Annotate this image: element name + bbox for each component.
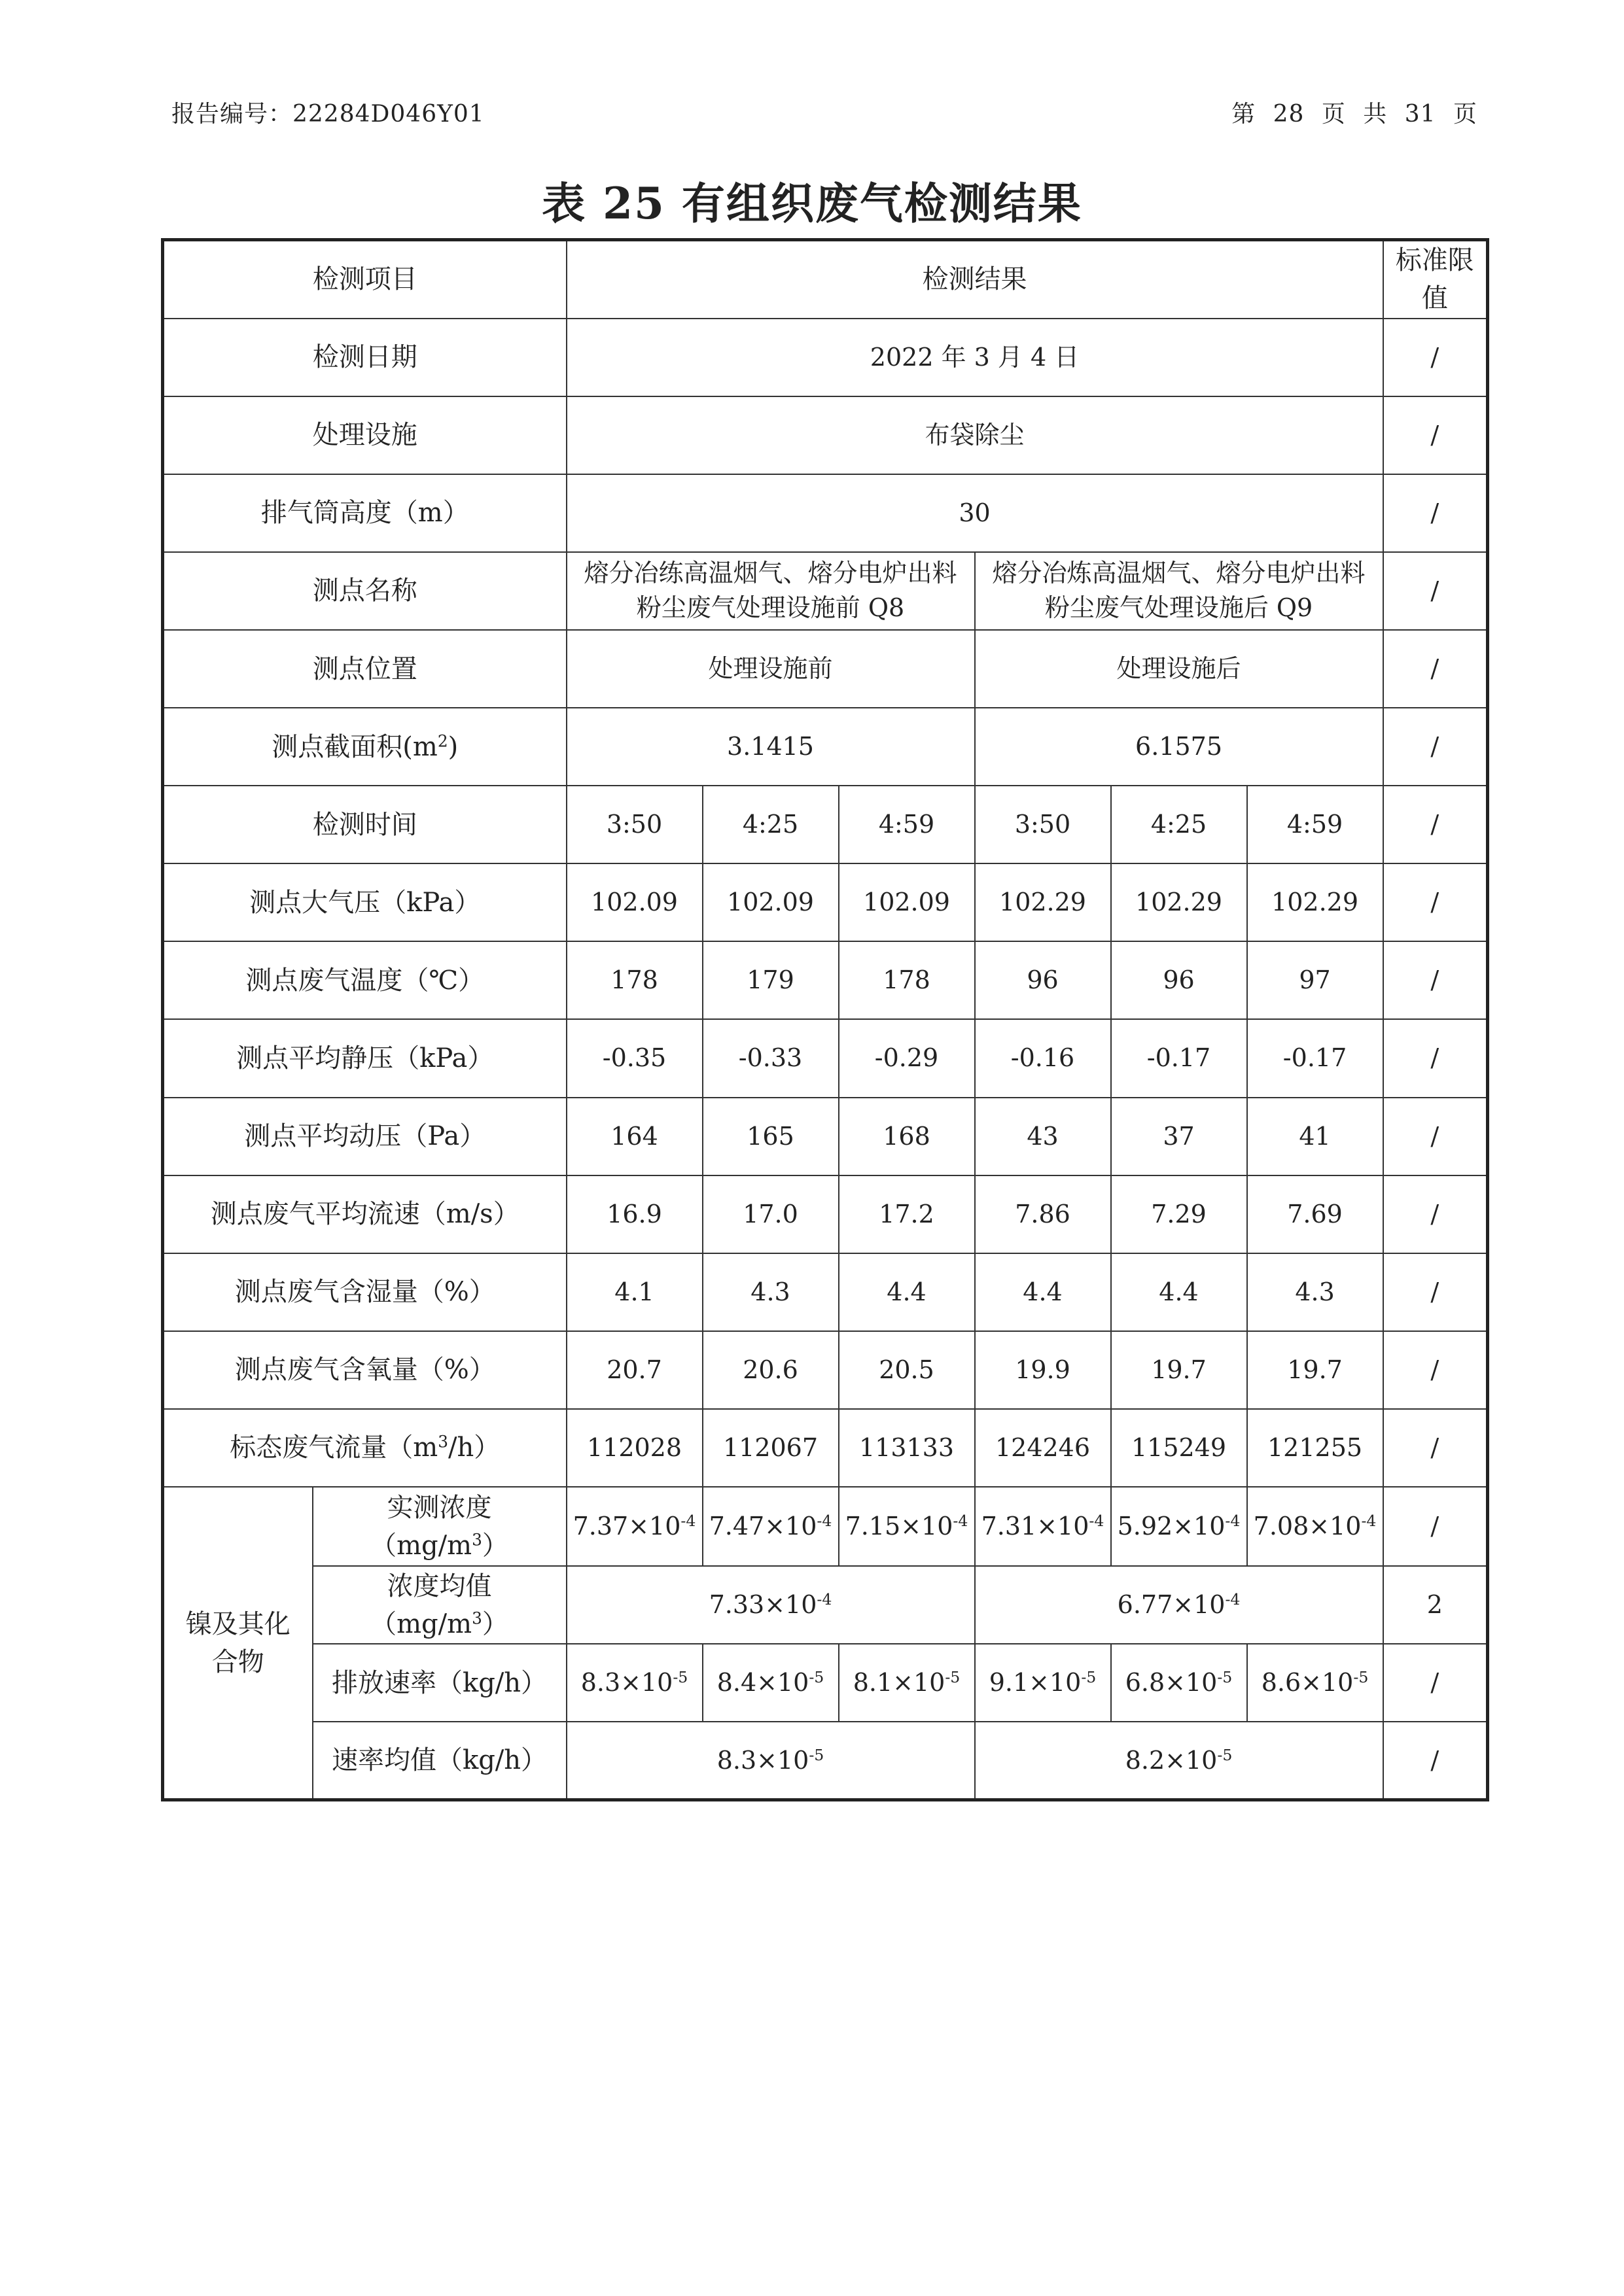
value-cell: $8.6\times 10^{-5}$ xyxy=(1247,1644,1383,1722)
value-cell: 19.9 xyxy=(975,1331,1111,1409)
value-cell: 115249 xyxy=(1111,1409,1247,1487)
nickel-group-label: 镍及其化合物 xyxy=(163,1487,313,1800)
row-label: 处理设施 xyxy=(163,396,567,474)
value-cell: 3:50 xyxy=(567,786,703,863)
value-cell: 168 xyxy=(839,1098,975,1175)
value-cell: 37 xyxy=(1111,1098,1247,1175)
rate-avg-after: $8.2\times 10^{-5}$ xyxy=(975,1722,1383,1800)
table-row-position xyxy=(163,630,1488,708)
value-cell: 4.4 xyxy=(839,1253,975,1331)
row-label: 测点名称 xyxy=(163,552,567,630)
table-row-velocity xyxy=(163,1175,1488,1253)
limit-cell: / xyxy=(1383,1644,1488,1722)
value-cell: 7.86 xyxy=(975,1175,1111,1253)
value-cell: 4.3 xyxy=(1247,1253,1383,1331)
value-cell: 4:25 xyxy=(703,786,839,863)
limit-cell: / xyxy=(1383,1175,1488,1253)
value-cell: $9.1\times 10^{-5}$ xyxy=(975,1644,1111,1722)
results-table xyxy=(161,238,1489,1801)
limit-cell: / xyxy=(1383,786,1488,863)
value-cell: -0.17 xyxy=(1111,1019,1247,1097)
value-cell: 43 xyxy=(975,1098,1111,1175)
value-cell: 20.7 xyxy=(567,1331,703,1409)
value-cell: 178 xyxy=(567,941,703,1019)
row-label: 测点位置 xyxy=(163,630,567,708)
value-cell: $7.31\times 10^{-4}$ xyxy=(975,1487,1111,1566)
value-cell: $7.37\times 10^{-4}$ xyxy=(567,1487,703,1566)
limit-cell: 2 xyxy=(1383,1566,1488,1644)
row-label: 测点平均静压（kPa） xyxy=(163,1019,567,1097)
col-result-header: 检测结果 xyxy=(567,240,1383,319)
table-row-humidity xyxy=(163,1253,1488,1331)
table-row-point-name xyxy=(163,552,1488,630)
value-cell: 179 xyxy=(703,941,839,1019)
value-cell: 165 xyxy=(703,1098,839,1175)
header-row xyxy=(163,240,1488,319)
page-info: 第 28 页 共 31 页 xyxy=(1231,101,1477,128)
position-before: 处理设施前 xyxy=(567,630,975,708)
value-cell: -0.16 xyxy=(975,1019,1111,1097)
height-value: 30 xyxy=(567,474,1383,552)
value-cell: 96 xyxy=(1111,941,1247,1019)
value-cell: -0.17 xyxy=(1247,1019,1383,1097)
value-cell: 178 xyxy=(839,941,975,1019)
rate-avg-before: $8.3\times 10^{-5}$ xyxy=(567,1722,975,1800)
value-cell: 113133 xyxy=(839,1409,975,1487)
value-cell: 17.2 xyxy=(839,1175,975,1253)
value-cell: 4:59 xyxy=(839,786,975,863)
limit-cell: / xyxy=(1383,474,1488,552)
value-cell: $7.08\times 10^{-4}$ xyxy=(1247,1487,1383,1566)
row-label: 测点废气平均流速（m/s） xyxy=(163,1175,567,1253)
value-cell: 4.1 xyxy=(567,1253,703,1331)
value-cell: 112067 xyxy=(703,1409,839,1487)
conc-avg-before: $7.33\times 10^{-4}$ xyxy=(567,1566,975,1644)
value-cell: 164 xyxy=(567,1098,703,1175)
value-cell: $7.47\times 10^{-4}$ xyxy=(703,1487,839,1566)
value-cell: 102.29 xyxy=(1247,863,1383,941)
value-cell: 124246 xyxy=(975,1409,1111,1487)
value-cell: 4:25 xyxy=(1111,786,1247,863)
table-row-facility xyxy=(163,396,1488,474)
value-cell: 102.09 xyxy=(567,863,703,941)
row-label: 测点废气含氧量（%） xyxy=(163,1331,567,1409)
limit-cell: / xyxy=(1383,1253,1488,1331)
table-row-temperature xyxy=(163,941,1488,1019)
row-label: 测点截面积$(m^2)$ xyxy=(163,708,567,786)
limit-cell: / xyxy=(1383,1722,1488,1800)
row-label: 测点废气含湿量（%） xyxy=(163,1253,567,1331)
row-label: 浓度均值$(mg/m^3)$ xyxy=(313,1566,567,1644)
table-row-nickel-rate-avg xyxy=(163,1722,1488,1800)
value-cell: 121255 xyxy=(1247,1409,1383,1487)
table-row-nickel-conc xyxy=(163,1487,1488,1566)
value-cell: 20.6 xyxy=(703,1331,839,1409)
row-label: 测点废气温度（℃） xyxy=(163,941,567,1019)
row-label: 测点平均动压（Pa） xyxy=(163,1098,567,1175)
limit-cell: / xyxy=(1383,319,1488,396)
date-value: 2022 年 3 月 4 日 xyxy=(567,319,1383,396)
limit-cell: / xyxy=(1383,1098,1488,1175)
value-cell: -0.35 xyxy=(567,1019,703,1097)
table-row-nickel-conc-avg xyxy=(163,1566,1488,1644)
row-label: 检测日期 xyxy=(163,319,567,396)
table-row-dynamic-pressure xyxy=(163,1098,1488,1175)
row-label: 排放速率（kg/h） xyxy=(313,1644,567,1722)
table-row-height xyxy=(163,474,1488,552)
table-row-oxygen xyxy=(163,1331,1488,1409)
value-cell: -0.29 xyxy=(839,1019,975,1097)
value-cell: 3:50 xyxy=(975,786,1111,863)
row-label: 测点大气压（kPa） xyxy=(163,863,567,941)
row-label: 标态废气流量$(m^3/h)$ xyxy=(163,1409,567,1487)
page-title: 表 25 有组织废气检测结果 xyxy=(542,178,1082,229)
limit-cell: / xyxy=(1383,1409,1488,1487)
value-cell: 4.4 xyxy=(975,1253,1111,1331)
conc-avg-after: $6.77\times 10^{-4}$ xyxy=(975,1566,1383,1644)
value-cell: 102.09 xyxy=(839,863,975,941)
position-after: 处理设施后 xyxy=(975,630,1383,708)
value-cell: 41 xyxy=(1247,1098,1383,1175)
limit-cell: / xyxy=(1383,1331,1488,1409)
col-limit-header: 标准限值 xyxy=(1383,240,1488,319)
table-row-nickel-rate xyxy=(163,1644,1488,1722)
value-cell: $6.8\times 10^{-5}$ xyxy=(1111,1644,1247,1722)
value-cell: $8.4\times 10^{-5}$ xyxy=(703,1644,839,1722)
row-label: 检测时间 xyxy=(163,786,567,863)
value-cell: $8.1\times 10^{-5}$ xyxy=(839,1644,975,1722)
table-row-date xyxy=(163,319,1488,396)
limit-cell: / xyxy=(1383,863,1488,941)
row-label: 排气筒高度（m） xyxy=(163,474,567,552)
value-cell: 20.5 xyxy=(839,1331,975,1409)
value-cell: 97 xyxy=(1247,941,1383,1019)
table-row-area xyxy=(163,708,1488,786)
value-cell: 4.4 xyxy=(1111,1253,1247,1331)
limit-cell: / xyxy=(1383,708,1488,786)
value-cell: 7.69 xyxy=(1247,1175,1383,1253)
limit-cell: / xyxy=(1383,1487,1488,1566)
value-cell: 4.3 xyxy=(703,1253,839,1331)
value-cell: -0.33 xyxy=(703,1019,839,1097)
table-row-pressure xyxy=(163,863,1488,941)
value-cell: 102.29 xyxy=(1111,863,1247,941)
value-cell: $5.92\times 10^{-4}$ xyxy=(1111,1487,1247,1566)
value-cell: 7.29 xyxy=(1111,1175,1247,1253)
value-cell: 17.0 xyxy=(703,1175,839,1253)
report-number: 报告编号：22284D046Y01 xyxy=(171,101,485,128)
table-row-time xyxy=(163,786,1488,863)
point-name-after: 熔分冶炼高温烟气、熔分电炉出料粉尘废气处理设施后 Q9 xyxy=(975,552,1383,630)
facility-value: 布袋除尘 xyxy=(567,396,1383,474)
value-cell: 102.09 xyxy=(703,863,839,941)
limit-cell: / xyxy=(1383,941,1488,1019)
area-before: 3.1415 xyxy=(567,708,975,786)
value-cell: $7.15\times 10^{-4}$ xyxy=(839,1487,975,1566)
value-cell: 102.29 xyxy=(975,863,1111,941)
area-after: 6.1575 xyxy=(975,708,1383,786)
value-cell: 19.7 xyxy=(1247,1331,1383,1409)
row-label: 速率均值（kg/h） xyxy=(313,1722,567,1800)
limit-cell: / xyxy=(1383,396,1488,474)
row-label: 实测浓度$(mg/m^3)$ xyxy=(313,1487,567,1566)
table-row-flow xyxy=(163,1409,1488,1487)
value-cell: 96 xyxy=(975,941,1111,1019)
col-item-header: 检测项目 xyxy=(163,240,567,319)
value-cell: 112028 xyxy=(567,1409,703,1487)
table-row-static-pressure xyxy=(163,1019,1488,1097)
value-cell: $8.3\times 10^{-5}$ xyxy=(567,1644,703,1722)
value-cell: 16.9 xyxy=(567,1175,703,1253)
point-name-before: 熔分冶练高温烟气、熔分电炉出料粉尘废气处理设施前 Q8 xyxy=(567,552,975,630)
limit-cell: / xyxy=(1383,1019,1488,1097)
value-cell: 19.7 xyxy=(1111,1331,1247,1409)
value-cell: 4:59 xyxy=(1247,786,1383,863)
limit-cell: / xyxy=(1383,630,1488,708)
limit-cell: / xyxy=(1383,552,1488,630)
